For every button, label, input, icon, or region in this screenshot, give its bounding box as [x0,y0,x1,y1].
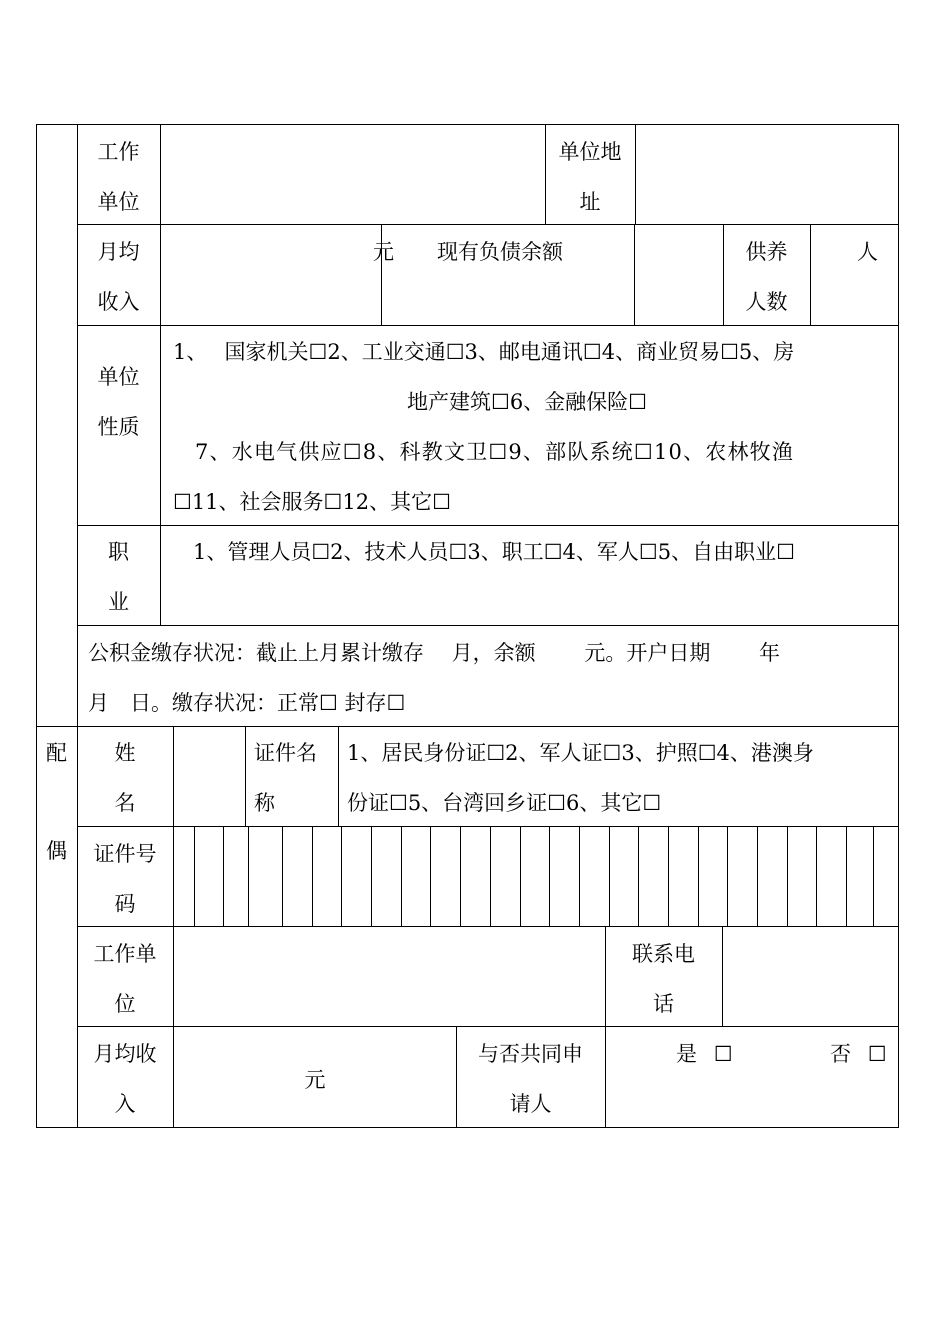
spouse-id-type-label: 证件名 称 [254,741,317,815]
no-checkbox[interactable]: ☐ [867,1042,887,1066]
spouse-yuan-unit: 元 [304,1068,326,1092]
applicant-monthly-income-field[interactable] [161,225,381,325]
joint-applicant-yes[interactable] [676,1029,746,1079]
yes-label: 是 [676,1042,697,1066]
joint-applicant-no[interactable] [830,1029,898,1079]
fund-status-line-2: 月 日。缴存状况：正常☐ 封存☐ [88,691,406,715]
unit-nature-line-2: 地产建筑☐6、金融保险☐ [407,390,648,414]
unit-nature-options[interactable] [161,327,898,527]
spouse-id-type-options[interactable] [339,728,898,828]
spouse-work-unit-label: 工作单 位 [93,942,157,1016]
unit-nature-line-3: 7、水电气供应☐8、科教文卫☐9、部队系统☐10、农林牧渔 [195,440,795,464]
applicant-unit-address-label: 单位地 址 [558,140,622,214]
applicant-work-unit-label: 工作 单位 [97,140,140,214]
joint-applicant-label: 与否共同申 请人 [478,1042,583,1116]
spouse-name-field[interactable] [174,727,245,826]
spouse-name-label: 姓 名 [114,741,136,815]
unit-nature-line-1: 1、 国家机关☐2、工业交通☐3、邮电通讯☐4、商业贸易☐5、房 [173,340,795,364]
applicant-work-unit-field[interactable] [161,125,545,224]
fund-deposit-status[interactable] [78,628,898,728]
occupation-options[interactable]: 1、管理人员☐2、技术人员☐3、职工☐4、军人☐5、自由职业☐ [193,540,795,564]
no-label: 否 [830,1042,851,1066]
id-type-line-1: 1、居民身份证☐2、军人证☐3、护照☐4、港澳身 [347,741,814,765]
spouse-phone-field[interactable] [723,927,898,1026]
spouse-id-number-label: 证件号 码 [93,842,157,916]
occupation-label: 职 业 [108,540,129,614]
spouse-work-unit-field[interactable] [174,927,605,1026]
applicant-monthly-income-label: 月均 收入 [97,240,140,314]
id-type-line-2: 份证☐5、台湾回乡证☐6、其它☐ [347,791,662,815]
unit-nature-label: 单位 性质 [97,365,140,439]
spouse-phone-label: 联系电 话 [632,942,695,1016]
yuan-unit: 元 [373,240,394,264]
unit-nature-line-4: ☐11、社会服务☐12、其它☐ [173,490,451,514]
spouse-id-number-boxes[interactable] [174,827,898,926]
persons-unit: 人 [857,240,878,264]
fund-status-line-1: 公积金缴存状况：截止上月累计缴存 月，余额 元。开户日期 年 [88,641,781,665]
dependents-field[interactable] [811,225,898,325]
spouse-monthly-income-label: 月均收 入 [93,1042,157,1116]
dependents-label: 供养 人数 [745,240,788,314]
spouse-side-label: 配 偶 [46,741,67,863]
yes-checkbox[interactable]: ☐ [713,1042,733,1066]
spouse-monthly-income-field[interactable] [174,1055,456,1105]
applicant-unit-address-field[interactable] [636,125,898,224]
current-debt-label: 现有负债余额 [437,240,563,264]
current-debt-field[interactable] [635,225,723,325]
